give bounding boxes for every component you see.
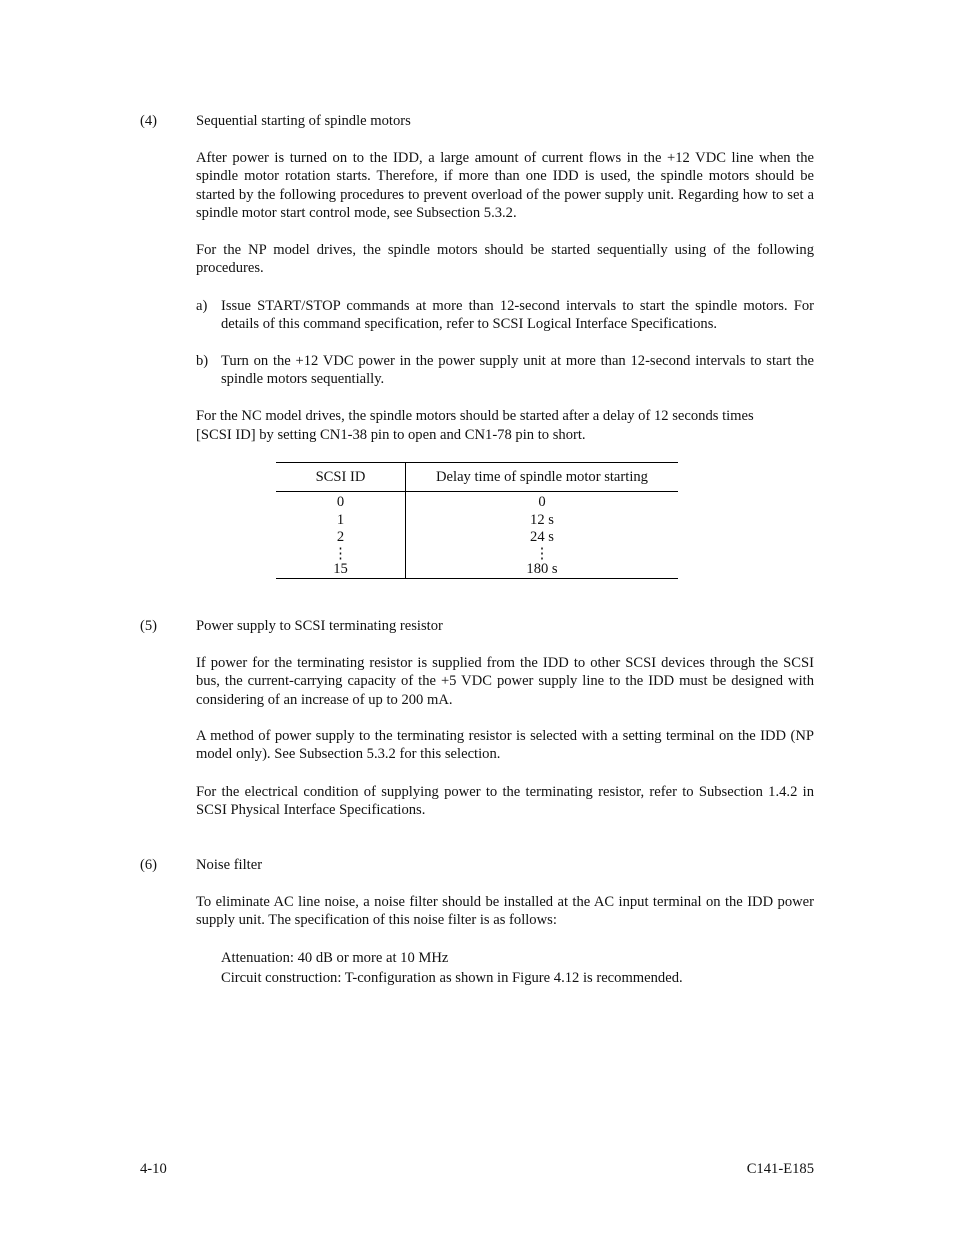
table-header-scsi-id: SCSI ID bbox=[276, 463, 406, 492]
section-5-paragraph-2: A method of power supply to the terminating resistor is selected with a setting terminal on the IDD (NP model only). See Subsection 5.3.2 for this selection. bbox=[196, 728, 814, 763]
noise-filter-attenuation-spec: Attenuation: 40 dB or more at 10 MHz bbox=[221, 950, 449, 966]
section-6-number: (6) bbox=[140, 857, 158, 873]
section-5-number: (5) bbox=[140, 618, 158, 634]
document-id: C141-E185 bbox=[746, 1161, 814, 1177]
section-4-paragraph-1: After power is turned on to the IDD, a large amount of current flows in the +12 VDC line when the spindle motor rotation starts. Therefore, if more than one IDD is used, the spindle motors should be started by the following procedures to prevent overload of the power supply unit. Regarding how to set a spindle motor start control mode, see Subsection 5.3.2. bbox=[196, 150, 814, 222]
noise-filter-circuit-spec: Circuit construction: T-configuration as shown in Figure 4.12 is recommended. bbox=[221, 970, 683, 986]
list-item-a-text: Issue START/STOP commands at more than 12-second intervals to start the spindle motors. For details of this command specification, refer to SCSI Logical Interface Specifications. bbox=[221, 298, 814, 333]
table-cell-delay: 180 s bbox=[406, 561, 679, 579]
table-cell-scsi-id: 15 bbox=[276, 561, 406, 579]
section-4-title: Sequential starting of spindle motors bbox=[196, 113, 411, 129]
list-item-a-mark: a) bbox=[196, 298, 208, 314]
section-4-paragraph-2: For the NP model drives, the spindle motors should be started sequentially using of the following procedures. bbox=[196, 242, 814, 277]
spindle-delay-table bbox=[276, 462, 678, 579]
table-cell-delay: 0 bbox=[538, 494, 546, 511]
table-cell-delay: 12 s bbox=[530, 511, 554, 528]
section-6-paragraph-1: To eliminate AC line noise, a noise filter should be installed at the AC input terminal on the IDD power supply unit. The specification of this noise filter is as follows: bbox=[196, 894, 814, 929]
section-5-title: Power supply to SCSI terminating resistor bbox=[196, 618, 443, 634]
table-header-delay-time: Delay time of spindle motor starting bbox=[406, 463, 679, 492]
list-item-b-text: Turn on the +12 VDC power in the power supply unit at more than 12-second intervals to start the spindle motors sequentially. bbox=[221, 353, 814, 388]
section-6-title: Noise filter bbox=[196, 857, 263, 873]
section-4-paragraph-3-line-1: For the NC model drives, the spindle motors should be started after a delay of 12 seconds times bbox=[196, 408, 754, 424]
section-4-paragraph-3-line-2: [SCSI ID] by setting CN1-38 pin to open and CN1-78 pin to short. bbox=[196, 427, 586, 443]
table-row bbox=[276, 512, 678, 530]
list-item-b-mark: b) bbox=[196, 353, 209, 369]
table-row bbox=[276, 561, 678, 579]
table-cell-scsi-id: ⋮ bbox=[276, 547, 406, 561]
table-row bbox=[276, 492, 678, 512]
table-cell-delay: ⋮ bbox=[534, 545, 550, 562]
section-5-paragraph-3: For the electrical condition of supplying power to the terminating resistor, refer to Subsection 1.4.2 in SCSI Physical Interface Specifications. bbox=[196, 784, 814, 819]
table-cell-scsi-id: 1 bbox=[276, 512, 406, 530]
table-cell-delay: 24 s bbox=[530, 529, 554, 546]
section-5-paragraph-1: If power for the terminating resistor is supplied from the IDD to other SCSI devices through the SCSI bus, the current-carrying capacity of the +5 VDC power supply line to the IDD must be designed with considering of an increase of up to 200 mA. bbox=[196, 655, 814, 708]
table-cell-scsi-id: 0 bbox=[276, 492, 406, 512]
section-4-number: (4) bbox=[140, 113, 158, 129]
table-row bbox=[276, 529, 678, 547]
table-row bbox=[276, 547, 678, 561]
table-cell-scsi-id: 2 bbox=[276, 529, 406, 547]
page-number: 4-10 bbox=[140, 1161, 167, 1177]
